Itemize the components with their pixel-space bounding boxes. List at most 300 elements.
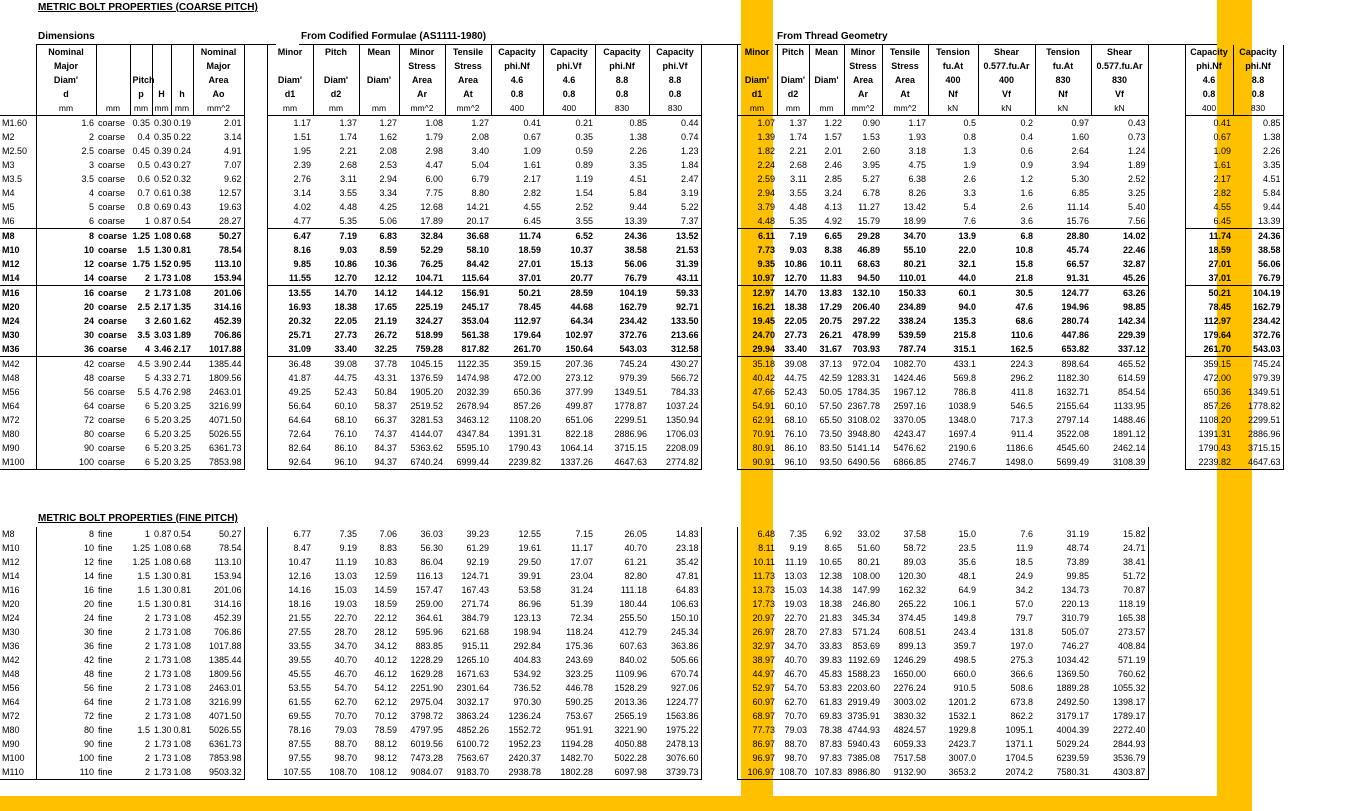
value-cell: 2276.24 xyxy=(893,683,926,693)
value-cell: 206.40 xyxy=(852,302,880,312)
header-cell xyxy=(701,73,737,87)
value-cell: 1371.1 xyxy=(1005,739,1033,749)
header-cell: 0.577.fu.Ar xyxy=(1091,59,1148,73)
value-cell: 1.52 xyxy=(154,259,172,269)
pitch-type-cell: fine xyxy=(98,669,113,679)
value-cell: 1.79 xyxy=(425,132,443,142)
thread-section-title: From Thread Geometry xyxy=(775,31,1217,45)
empty-cell xyxy=(1148,625,1185,639)
value-cell: 0.67 xyxy=(1185,130,1233,144)
empty-cell xyxy=(1233,527,1283,541)
value-cell: 2.6 xyxy=(963,174,976,184)
value-cell: 2 xyxy=(144,641,150,651)
bolt-size-cell: M5 xyxy=(2,202,15,212)
value-cell: 297.22 xyxy=(852,316,880,326)
value-cell: 4071.50 xyxy=(193,709,244,723)
value-cell: 20.17 xyxy=(466,216,489,226)
value-cell: 2 xyxy=(144,613,150,623)
value-cell: 1704.5 xyxy=(1005,753,1033,763)
header-cell: Mean xyxy=(809,45,844,59)
value-cell: 296.2 xyxy=(1010,373,1033,383)
value-cell: 0.4 xyxy=(1020,132,1033,142)
value-cell: 22.05 xyxy=(784,316,807,326)
value-cell: 70.70 xyxy=(784,711,807,721)
header-cell xyxy=(244,87,267,101)
value-cell: 30.5 xyxy=(978,286,1035,301)
empty-cell xyxy=(701,555,737,569)
empty-cell xyxy=(244,569,267,583)
value-cell: 11.83 xyxy=(819,273,842,283)
value-cell: 5 xyxy=(144,373,150,383)
value-cell: 8.16 xyxy=(267,243,313,257)
value-cell: 229.39 xyxy=(1091,328,1148,342)
value-cell: 12.68 xyxy=(420,202,443,212)
value-cell: 68.10 xyxy=(784,415,807,425)
value-cell: 2 xyxy=(144,669,150,679)
value-cell: 246.80 xyxy=(852,599,880,609)
value-cell: 13.52 xyxy=(649,229,701,244)
empty-cell xyxy=(244,229,267,244)
pitch-type-cell: coarse xyxy=(98,273,128,283)
value-cell: 20 xyxy=(36,597,96,611)
value-cell: 72.64 xyxy=(267,427,313,441)
pitch-type-cell: fine xyxy=(98,599,113,609)
value-cell: 446.78 xyxy=(565,683,593,693)
value-cell: 1283.31 xyxy=(847,373,880,383)
value-cell: 1.89 xyxy=(1091,158,1148,172)
header-cell xyxy=(809,87,844,101)
bolt-size-cell: M36 xyxy=(2,344,20,354)
table-row xyxy=(0,597,1283,611)
value-cell: 11.14 xyxy=(1067,202,1089,212)
value-cell: 115.64 xyxy=(461,273,489,283)
value-cell: 22.0 xyxy=(958,245,976,255)
value-cell: 3536.79 xyxy=(1091,751,1148,765)
value-cell: 1697.4 xyxy=(948,429,976,439)
value-cell: 452.39 xyxy=(193,611,244,625)
value-cell: 1.73 xyxy=(154,697,172,707)
value-cell: 1.82 xyxy=(737,144,777,158)
value-cell: 18.5 xyxy=(1015,557,1033,567)
header-cell: phi.Nf xyxy=(595,59,649,73)
value-cell: 220.13 xyxy=(1061,599,1089,609)
value-cell: 372.76 xyxy=(1233,328,1283,342)
value-cell: 746.27 xyxy=(1061,641,1089,651)
value-cell: 6.77 xyxy=(267,527,313,541)
empty-cell xyxy=(1148,455,1185,470)
value-cell: 377.99 xyxy=(565,387,593,397)
value-cell: 4303.87 xyxy=(1091,765,1148,780)
value-cell: 1.73 xyxy=(154,669,172,679)
value-cell: 1055.32 xyxy=(1091,681,1148,695)
value-cell: 10.83 xyxy=(374,557,397,567)
value-cell: 15.03 xyxy=(784,585,807,595)
header-cell: Nf xyxy=(928,87,978,101)
value-cell: 359.15 xyxy=(491,357,543,372)
value-cell: 786.8 xyxy=(953,387,976,397)
empty-cell xyxy=(244,371,267,385)
value-cell: 10.11 xyxy=(819,259,842,269)
value-cell: 1.5 xyxy=(137,599,150,609)
value-cell: 1.30 xyxy=(154,725,172,735)
value-cell: 5.20 xyxy=(154,443,172,453)
value-cell: 2597.16 xyxy=(893,401,926,411)
value-cell: 33.55 xyxy=(267,639,313,653)
empty-cell xyxy=(701,130,737,144)
value-cell: 1.89 xyxy=(173,330,191,340)
table-row xyxy=(0,455,1283,470)
table-row xyxy=(0,130,1283,144)
value-cell: 0.85 xyxy=(629,118,647,128)
value-cell: 27.55 xyxy=(267,625,313,639)
value-cell: 14.83 xyxy=(649,527,701,541)
value-cell: 224.3 xyxy=(978,357,1035,372)
value-cell: 19.45 xyxy=(737,314,777,328)
value-cell: 1.3 xyxy=(963,146,976,156)
value-cell: 1385.44 xyxy=(193,653,244,667)
value-cell: 78.45 xyxy=(1185,300,1233,314)
value-cell: 26.05 xyxy=(624,529,647,539)
value-cell: 1037.24 xyxy=(649,399,701,413)
value-cell: 1.35 xyxy=(173,302,191,312)
value-cell: 19.03 xyxy=(784,599,807,609)
value-cell: 539.59 xyxy=(898,330,926,340)
value-cell: 2746.7 xyxy=(928,455,978,470)
value-cell: 1802.28 xyxy=(543,765,595,780)
table-row xyxy=(0,399,1283,413)
value-cell: 590.25 xyxy=(565,697,593,707)
value-cell: 2299.51 xyxy=(1233,413,1283,427)
value-cell: 1.73 xyxy=(154,739,172,749)
value-cell: 1.17 xyxy=(267,116,313,131)
header-cell xyxy=(1148,101,1185,116)
value-cell: 1109.96 xyxy=(615,669,647,679)
value-cell: 1194.28 xyxy=(561,739,593,749)
value-cell: 364.61 xyxy=(415,613,443,623)
header-cell xyxy=(701,59,737,73)
value-cell: 2.08 xyxy=(379,146,397,156)
pitch-type-cell: coarse xyxy=(98,216,126,226)
value-cell: 9084.07 xyxy=(399,765,445,780)
empty-cell xyxy=(1148,413,1185,427)
value-cell: 1337.26 xyxy=(543,455,595,470)
value-cell: 1.54 xyxy=(575,188,593,198)
value-cell: 106.63 xyxy=(649,597,701,611)
value-cell: 12.16 xyxy=(267,569,313,583)
value-cell: 45.83 xyxy=(819,669,842,679)
header-cell xyxy=(96,59,130,73)
header-cell xyxy=(0,59,36,73)
value-cell: 979.39 xyxy=(1233,371,1283,385)
header-cell: mm xyxy=(171,101,193,116)
value-cell: 3.3 xyxy=(963,188,976,198)
value-cell: 2 xyxy=(36,130,96,144)
value-cell: 1.5 xyxy=(137,725,150,735)
value-cell: 4.48 xyxy=(339,202,357,212)
value-cell: 92.19 xyxy=(466,557,489,567)
value-cell: 167.43 xyxy=(461,585,489,595)
value-cell: 5022.28 xyxy=(614,753,647,763)
empty-cell xyxy=(1233,597,1283,611)
empty-cell xyxy=(244,257,267,271)
value-cell: 10 xyxy=(36,541,96,555)
header-cell: mm xyxy=(777,101,809,116)
empty-cell xyxy=(1148,257,1185,271)
value-cell: 64.83 xyxy=(649,583,701,597)
value-cell: 32.25 xyxy=(374,344,397,354)
value-cell: 10.11 xyxy=(737,555,777,569)
value-cell: 10.86 xyxy=(334,259,357,269)
value-cell: 1.24 xyxy=(1091,144,1148,158)
empty-cell xyxy=(244,583,267,597)
value-cell: 157.47 xyxy=(415,585,443,595)
value-cell: 3.25 xyxy=(171,455,193,470)
value-cell: 66.57 xyxy=(1066,259,1089,269)
value-cell: 822.18 xyxy=(565,429,593,439)
value-cell: 245.34 xyxy=(649,625,701,639)
value-cell: 6.45 xyxy=(1185,214,1233,229)
value-cell: 108.12 xyxy=(359,765,399,780)
empty-cell xyxy=(244,413,267,427)
header-cell: mm^2 xyxy=(844,101,882,116)
value-cell: 179.64 xyxy=(513,330,541,340)
value-cell: 0.2 xyxy=(1020,118,1033,128)
value-cell: 0.19 xyxy=(173,118,191,128)
value-cell: 70.91 xyxy=(737,427,777,441)
value-cell: 18.59 xyxy=(1185,243,1233,257)
value-cell: 1.08 xyxy=(173,739,191,749)
empty-cell xyxy=(701,257,737,271)
value-cell: 0.87 xyxy=(154,216,172,226)
empty-cell xyxy=(1148,399,1185,413)
value-cell: 7.06 xyxy=(379,529,397,539)
value-cell: 1778.82 xyxy=(1233,399,1283,413)
value-cell: 28.70 xyxy=(784,627,807,637)
value-cell: 621.68 xyxy=(461,627,489,637)
value-cell: 366.6 xyxy=(1010,669,1033,679)
value-cell: 0.44 xyxy=(649,116,701,131)
value-cell: 27.73 xyxy=(784,330,807,340)
value-cell: 97.83 xyxy=(819,753,842,763)
value-cell: 1.08 xyxy=(154,543,172,553)
value-cell: 595.96 xyxy=(415,627,443,637)
value-cell: 11.27 xyxy=(858,202,880,212)
header-cell: 0.8 xyxy=(1233,87,1283,101)
value-cell: 508.6 xyxy=(1010,683,1033,693)
value-cell: 353.04 xyxy=(461,316,489,326)
value-cell: 0.69 xyxy=(154,202,172,212)
value-cell: 5 xyxy=(36,200,96,214)
value-cell: 561.38 xyxy=(461,330,489,340)
value-cell: 106.97 xyxy=(737,765,777,780)
empty-cell xyxy=(701,597,737,611)
value-cell: 1.30 xyxy=(154,599,172,609)
value-cell: 898.64 xyxy=(1035,357,1091,372)
value-cell: 703.93 xyxy=(852,344,880,354)
header-cell: Ar xyxy=(844,87,882,101)
value-cell: 2.01 xyxy=(193,116,244,131)
empty-cell xyxy=(1148,243,1185,257)
value-cell: 77.73 xyxy=(737,723,777,737)
value-cell: 261.70 xyxy=(513,344,541,354)
value-cell: 3003.02 xyxy=(893,697,926,707)
pitch-type-cell: fine xyxy=(98,627,113,637)
value-cell: 670.74 xyxy=(649,667,701,681)
header-cell: 400 xyxy=(1185,101,1233,116)
value-cell: 225.19 xyxy=(415,302,443,312)
value-cell: 5.20 xyxy=(154,429,172,439)
value-cell: 2.17 xyxy=(523,174,541,184)
value-cell: 70.70 xyxy=(334,711,357,721)
value-cell: 0.73 xyxy=(1091,130,1148,144)
value-cell: 86.04 xyxy=(420,557,443,567)
value-cell: 243.69 xyxy=(565,655,593,665)
empty-cell xyxy=(1233,569,1283,583)
value-cell: 2 xyxy=(144,273,150,283)
value-cell: 6999.44 xyxy=(445,455,491,470)
value-cell: 22.70 xyxy=(334,613,357,623)
header-row xyxy=(0,59,1283,73)
value-cell: 0.43 xyxy=(173,202,191,212)
value-cell: 60.10 xyxy=(784,401,807,411)
pitch-type-cell: fine xyxy=(98,571,113,581)
value-cell: 42 xyxy=(36,357,96,372)
value-cell: 5699.49 xyxy=(1035,455,1091,470)
header-cell: fu.At xyxy=(1035,59,1091,73)
empty-cell xyxy=(701,413,737,427)
header-cell: Area xyxy=(844,73,882,87)
value-cell: 76.79 xyxy=(1233,271,1283,286)
table-row xyxy=(0,371,1283,385)
empty-cell xyxy=(1233,555,1283,569)
value-cell: 65.50 xyxy=(819,415,842,425)
fine-title: METRIC BOLT PROPERTIES (FINE PITCH) xyxy=(38,513,238,524)
value-cell: 150.10 xyxy=(649,611,701,625)
empty-cell xyxy=(701,611,737,625)
value-cell: 25.71 xyxy=(267,328,313,342)
header-cell: Nominal xyxy=(36,45,96,59)
pitch-type-cell: coarse xyxy=(98,330,128,340)
header-cell xyxy=(1148,45,1185,59)
header-cell: Shear xyxy=(1091,45,1148,59)
table-row xyxy=(0,667,1283,681)
value-cell: 1017.88 xyxy=(193,639,244,653)
value-cell: 5.40 xyxy=(1091,200,1148,214)
value-cell: 1790.43 xyxy=(1185,441,1233,455)
value-cell: 7853.98 xyxy=(193,455,244,470)
value-cell: 0.81 xyxy=(173,571,191,581)
value-cell: 90 xyxy=(36,441,96,455)
value-cell: 1809.56 xyxy=(193,371,244,385)
value-cell: 745.24 xyxy=(1233,357,1283,372)
empty-cell xyxy=(1185,625,1233,639)
empty-cell xyxy=(701,751,737,765)
value-cell: 17.89 xyxy=(420,216,443,226)
empty-cell xyxy=(244,639,267,653)
header-cell xyxy=(152,73,171,87)
value-cell: 314.16 xyxy=(193,597,244,611)
pitch-type-cell: coarse xyxy=(98,118,126,128)
value-cell: 198.94 xyxy=(513,627,541,637)
header-cell: Pitch xyxy=(777,45,809,59)
value-cell: 5.20 xyxy=(152,455,171,470)
table-row xyxy=(0,257,1283,271)
header-cell xyxy=(701,101,737,116)
table-row xyxy=(0,300,1283,314)
value-cell: 32.1 xyxy=(958,259,976,269)
value-cell: 1228.29 xyxy=(410,655,443,665)
value-cell: 39.91 xyxy=(518,571,541,581)
value-cell: 315.1 xyxy=(953,344,976,354)
header-cell xyxy=(1148,73,1185,87)
value-cell: 3.5 xyxy=(137,330,150,340)
value-cell: 1095.1 xyxy=(1005,725,1033,735)
value-cell: 58.37 xyxy=(374,401,397,411)
value-cell: 14.16 xyxy=(267,583,313,597)
value-cell: 57.50 xyxy=(819,401,842,411)
value-cell: 3.40 xyxy=(471,146,489,156)
value-cell: 24.9 xyxy=(1015,571,1033,581)
value-cell: 338.24 xyxy=(898,316,926,326)
value-cell: 280.74 xyxy=(1061,316,1089,326)
value-cell: 118.24 xyxy=(566,627,593,637)
value-cell: 7.6 xyxy=(1020,529,1033,539)
value-cell: 24 xyxy=(36,611,96,625)
value-cell: 39.08 xyxy=(313,357,359,372)
value-cell: 0.68 xyxy=(173,557,191,567)
value-cell: 58.10 xyxy=(466,245,489,255)
value-cell: 5.35 xyxy=(789,216,807,226)
header-cell: Capacity xyxy=(491,45,543,59)
value-cell: 207.36 xyxy=(543,357,595,372)
empty-cell xyxy=(244,625,267,639)
value-cell: 60.1 xyxy=(928,286,978,301)
value-cell: 1.08 xyxy=(173,627,191,637)
value-cell: 2.21 xyxy=(339,146,357,156)
value-cell: 7517.58 xyxy=(893,753,926,763)
empty-cell xyxy=(1233,751,1283,765)
value-cell: 1.57 xyxy=(824,132,842,142)
value-cell: 19.63 xyxy=(193,200,244,214)
header-cell: Tensile xyxy=(882,45,928,59)
table-row xyxy=(0,427,1283,441)
empty-cell xyxy=(701,527,737,541)
value-cell: 5.84 xyxy=(629,188,647,198)
empty-cell xyxy=(701,158,737,172)
value-cell: 3179.17 xyxy=(1056,711,1089,721)
value-cell: 17.29 xyxy=(819,302,842,312)
value-cell: 384.79 xyxy=(461,613,489,623)
value-cell: 73.50 xyxy=(819,429,842,439)
value-cell: 1563.86 xyxy=(649,709,701,723)
value-cell: 853.69 xyxy=(852,641,880,651)
value-cell: 1498.0 xyxy=(978,455,1035,470)
value-cell: 650.36 xyxy=(1185,385,1233,399)
value-cell: 22.05 xyxy=(334,316,357,326)
value-cell: 1809.56 xyxy=(193,667,244,681)
value-cell: 2462.14 xyxy=(1091,441,1148,455)
value-cell: 2797.14 xyxy=(1056,415,1089,425)
empty-cell xyxy=(244,527,267,541)
value-cell: 108.70 xyxy=(777,765,809,780)
value-cell: 135.3 xyxy=(953,316,976,326)
value-cell: 499.87 xyxy=(565,401,593,411)
value-cell: 14.59 xyxy=(374,585,397,595)
empty-cell xyxy=(1148,555,1185,569)
value-cell: 9.62 xyxy=(193,172,244,186)
value-cell: 6 xyxy=(36,214,96,229)
value-cell: 8.80 xyxy=(471,188,489,198)
